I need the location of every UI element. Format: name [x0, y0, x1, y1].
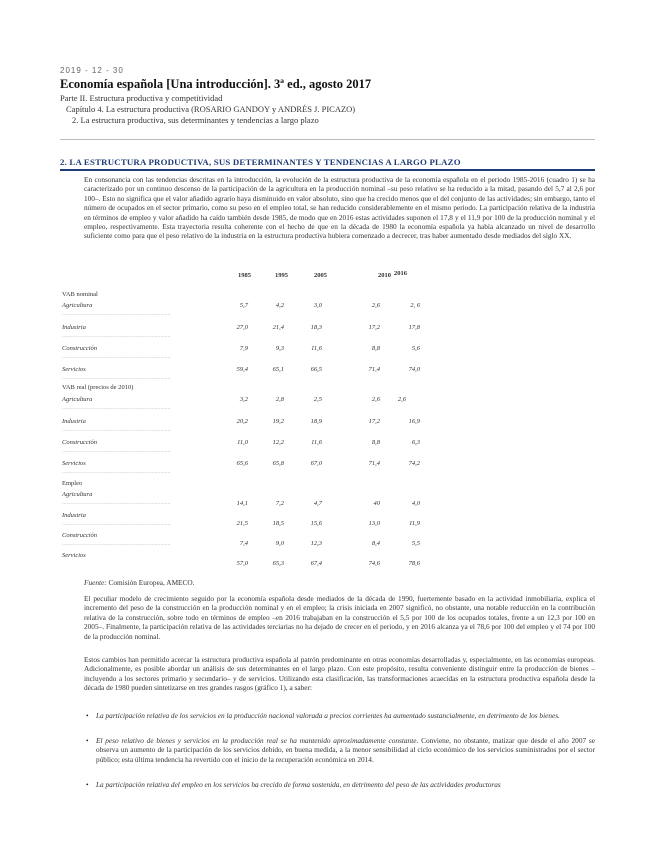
row-label: Agricultura — [62, 302, 93, 309]
bullet-dot: • — [86, 711, 89, 720]
row-label: Agricultura — [62, 491, 93, 498]
table-cell: 71,4 — [368, 366, 380, 373]
table-cell: 9,0 — [275, 540, 284, 547]
intro-paragraph: En consonancia con las tendencias descritas en la introducción, la evolución de la estructura productiva de la economía española en el periodo 1985-2016 (cuadro 1) se ha caracterizado por un continuo descenso de la participación de la agricultura en la producción nominal –su peso relativo se ha reducido a la mitad, pasando del 5,7 al 2,6 por 100–. Esto no significa que el valor añadido agrario haya disminuido en valor absoluto, sino que ha crecido menos que el del conjunto de las actividades; sin embargo, tanto el número de ocupados en el sector primario, como su peso en el empleo total, se han reducido considerablemente en el mismo periodo. La participación relativa de la industria en términos de empleo y valor añadido ha caído también desde 1985, de modo que en 2016 estas actividades suponen el 17,8 y el 11,9 por 100 de la producción nominal y el empleo, respectivamente. Esta trayectoria resulta coherente con el hecho de que en la década de 1980 la economía española ya había alcanzado un nivel de desarrollo suficiente como para que el peso relativo de la industria en la estructura productiva hubiera comenzado a decrecer, tras haber aumentado desde mediados del siglo XX. — [84, 175, 595, 241]
row-leader: ........................................................................... — [62, 501, 171, 506]
year-header: 1985 — [238, 272, 251, 279]
table-cell: 8,4 — [371, 540, 380, 547]
row-leader: ........................................................................... — [62, 428, 171, 433]
source-label: Fuente: — [84, 578, 107, 587]
table-cell: 2, 6 — [410, 302, 420, 309]
table-cell: 18,9 — [310, 418, 322, 425]
row-label: Construcción — [62, 532, 98, 539]
table-cell: 15,6 — [310, 520, 322, 527]
table-cell: 6,3 — [411, 439, 420, 446]
table-cell: 74,0 — [408, 366, 420, 373]
row-label: Construcción — [62, 345, 98, 352]
table-cell: 21,4 — [272, 324, 284, 331]
bullet-dot: • — [86, 736, 89, 745]
table-cell: 27,0 — [236, 324, 248, 331]
row-label: Industria — [62, 418, 86, 425]
row-leader: ........................................................................... — [62, 376, 171, 381]
table-cell: 12,2 — [272, 439, 284, 446]
table-cell: 7,9 — [239, 345, 248, 352]
table-cell: 12,3 — [310, 540, 322, 547]
table-cell: 3,0 — [313, 302, 322, 309]
table-cell: 5,7 — [239, 302, 248, 309]
table-cell: 17,2 — [368, 324, 380, 331]
group-label: VAB real (precios de 2010) — [62, 384, 134, 391]
row-leader: ........................................................................... — [62, 355, 171, 360]
table-cell: 2,8 — [275, 396, 284, 403]
row-label: Servicios — [62, 552, 86, 559]
row-leader: ........................................................................... — [62, 542, 171, 547]
table-cell: 65,6 — [236, 460, 248, 467]
table-cell: 67,4 — [310, 560, 322, 567]
table-cell: 59,4 — [236, 366, 248, 373]
table-cell: 67,0 — [310, 460, 322, 467]
row-label: Industria — [62, 324, 86, 331]
group-label: VAB nominal — [62, 291, 98, 298]
bullet-italic: La participación relativa de los servicios en la producción nacional valorada a precios corrientes ha aumentado sustancialmente, en detrimento de los bienes. — [96, 711, 560, 720]
row-leader: ........................................................................... — [62, 449, 171, 454]
year-header: 2005 — [314, 272, 327, 279]
table-cell: 66,5 — [310, 366, 322, 373]
table-cell: 18,5 — [272, 520, 284, 527]
table-cell: 19,2 — [272, 418, 284, 425]
table-cell: 17,8 — [408, 324, 420, 331]
table-source — [84, 578, 194, 587]
bullet-dot: • — [86, 780, 89, 789]
row-label: Agricultura — [62, 396, 93, 403]
table-cell: 21,5 — [236, 520, 248, 527]
bullet-text: Conviene, no obstante, matizar que desde el año 2007 se observa un aumento de la participación de los servicios debido, en buena medida, a la menor sensibilidad al ciclo económico de los servicios suministrados por el sector público; esta última tendencia ha revertido con el inicio de la recuperación económica en 2014. — [96, 736, 595, 764]
table-cell: 2,6 — [397, 396, 406, 403]
group-label: Empleo — [62, 480, 83, 487]
table-cell: 57,0 — [236, 560, 248, 567]
row-leader: ........................................................................... — [62, 406, 171, 411]
table-cell: 74,6 — [368, 560, 380, 567]
table-cell: 11,0 — [237, 439, 248, 446]
book-title[interactable]: Economía española [Una introducción]. 3ª ed., agosto 2017 — [60, 77, 372, 91]
bullet-item — [96, 780, 595, 789]
table-cell: 2,5 — [313, 396, 322, 403]
table-cell: 20,2 — [236, 418, 248, 425]
table-cell: 71,4 — [368, 460, 380, 467]
table-cell: 4,0 — [411, 500, 420, 507]
row-leader: ........................................................................... — [62, 312, 171, 317]
year-header: 1995 — [275, 272, 288, 279]
table-cell: 65,8 — [272, 460, 284, 467]
header-divider — [60, 139, 595, 140]
source-text: Comisión Europea, AMECO. — [108, 578, 195, 587]
table-cell: 8,8 — [371, 345, 380, 352]
year-header: 2010 — [378, 272, 391, 279]
table-cell: 11,9 — [409, 520, 420, 527]
row-label: Industria — [62, 512, 86, 519]
table-cell: 5,5 — [411, 540, 420, 547]
table-cell: 2,6 — [371, 396, 380, 403]
table-cell: 65,3 — [272, 560, 284, 567]
table-cell: 65,1 — [272, 366, 284, 373]
breadcrumb-chapter[interactable]: Capítulo 4. La estructura productiva (ROSARIO GANDOY y ANDRÉS J. PICAZO) — [66, 104, 356, 114]
breadcrumb-part[interactable]: Parte II. Estructura productiva y competitividad — [60, 93, 223, 103]
bullet-item — [96, 711, 595, 720]
table-cell: 3,2 — [239, 396, 248, 403]
row-leader: ........................................................................... — [62, 334, 171, 339]
breadcrumb-section[interactable]: 2. La estructura productiva, sus determinantes y tendencias a largo plazo — [72, 115, 319, 125]
row-label: Servicios — [62, 460, 86, 467]
table-cell: 13,0 — [368, 520, 380, 527]
table-cell: 16,9 — [408, 418, 420, 425]
paragraph-2: El peculiar modelo de crecimiento seguido por la economía española desde mediados de la década de 1990, fuertemente basado en la actividad inmobiliaria, explica el incremento del peso de la construcción en la producción nominal y en el empleo; la crisis iniciada en 2007 significó, no obstante, una notable reducción en la contribución relativa de la construcción, sobre todo en términos de empleo –en 2016 trabajaban en la construcción el 5,5 por 100 de los ocupados totales, frente a un 12,3 por 100 en 2005–. Finalmente, la participación relativa de las actividades terciarias no ha dejado de crecer en el periodo, y en 2016 alcanza ya el 78,6 por 100 del empleo y el 74 por 100 de la producción nominal. — [84, 594, 595, 641]
paragraph-3: Estos cambios han permitido acercar la estructura productiva española al patrón predominante en otras economías desarrolladas y, especialmente, en las economías europeas. Adicionalmente, es posible abordar un análisis de sus determinantes en el largo plazo. Con este propósito, resulta conveniente distinguir entre la producción de bienes –incluyendo a los sectores primario y secundario– y de servicios. Utilizando esta clasificación, las transformaciones acaecidas en la estructura productiva española desde la década de 1980 pueden sintetizarse en tres grandes rasgos (gráfico 1), a saber: — [84, 655, 595, 693]
table-cell: 5,6 — [411, 345, 420, 352]
table-cell: 40 — [373, 500, 380, 507]
table-cell: 4,7 — [313, 500, 322, 507]
row-leader: ........................................................................... — [62, 522, 171, 527]
table-cell: 2,6 — [371, 302, 380, 309]
table-cell: 11,6 — [311, 439, 322, 446]
table-cell: 7,4 — [239, 540, 248, 547]
row-label: Construcción — [62, 439, 98, 446]
table-cell: 17,2 — [368, 418, 380, 425]
section-title: 2. LA ESTRUCTURA PRODUCTIVA, SUS DETERMINANTES Y TENDENCIAS A LARGO PLAZO — [60, 157, 595, 171]
bullet-item — [96, 736, 595, 764]
table-cell: 11,6 — [311, 345, 322, 352]
year-header: 2016 — [394, 270, 407, 277]
table-cell: 78,6 — [408, 560, 420, 567]
table-cell: 4,2 — [275, 302, 284, 309]
document-date: 2019 - 12 - 30 — [60, 66, 124, 75]
table-cell: 18,3 — [310, 324, 322, 331]
table-cell: 14,1 — [236, 500, 248, 507]
row-leader: ........................................................................... — [62, 470, 171, 475]
bullet-italic: El peso relativo de bienes y servicios en la producción real se ha mantenido aproximadamente constante. — [96, 736, 419, 745]
bullet-italic: La participación relativa del empleo en los servicios ha crecido de forma sostenida, en detrimento del peso de las actividades productoras — [96, 780, 501, 789]
row-label: Servicios — [62, 366, 86, 373]
table-cell: 8,8 — [371, 439, 380, 446]
table-cell: 7,2 — [275, 500, 284, 507]
table-cell: 9,3 — [275, 345, 284, 352]
table-cell: 74,2 — [408, 460, 420, 467]
